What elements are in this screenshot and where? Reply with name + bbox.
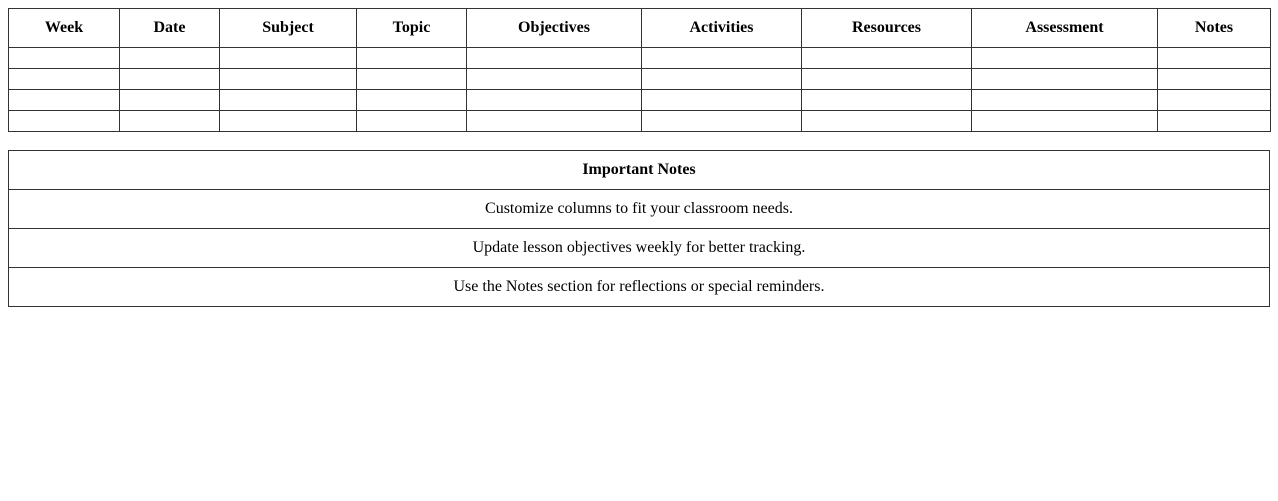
- planner-cell-topic[interactable]: [357, 111, 467, 132]
- planner-cell-objectives[interactable]: [467, 111, 642, 132]
- planner-cell-subject[interactable]: [220, 48, 357, 69]
- column-header-activities: Activities: [642, 9, 802, 48]
- planner-cell-week[interactable]: [9, 48, 120, 69]
- note-row: [9, 190, 1270, 229]
- note-text: Update lesson objectives weekly for better tracking.: [9, 229, 1270, 268]
- column-header-objectives: Objectives: [467, 9, 642, 48]
- planner-cell-topic[interactable]: [357, 48, 467, 69]
- planner-cell-assessment[interactable]: [972, 69, 1158, 90]
- planner-header-row: [9, 9, 1271, 48]
- planner-cell-subject[interactable]: [220, 90, 357, 111]
- planner-cell-objectives[interactable]: [467, 48, 642, 69]
- planner-cell-date[interactable]: [120, 111, 220, 132]
- note-text: Customize columns to fit your classroom needs.: [9, 190, 1270, 229]
- planner-cell-activities[interactable]: [642, 48, 802, 69]
- planner-cell-week[interactable]: [9, 111, 120, 132]
- planner-cell-topic[interactable]: [357, 69, 467, 90]
- planner-cell-assessment[interactable]: [972, 48, 1158, 69]
- column-header-topic: Topic: [357, 9, 467, 48]
- planner-cell-date[interactable]: [120, 69, 220, 90]
- column-header-resources: Resources: [802, 9, 972, 48]
- planner-cell-resources[interactable]: [802, 69, 972, 90]
- planner-cell-activities[interactable]: [642, 69, 802, 90]
- planner-cell-notes[interactable]: [1158, 90, 1271, 111]
- planner-cell-subject[interactable]: [220, 111, 357, 132]
- planner-cell-week[interactable]: [9, 69, 120, 90]
- planner-cell-notes[interactable]: [1158, 69, 1271, 90]
- column-header-notes: Notes: [1158, 9, 1271, 48]
- notes-title-row: [9, 151, 1270, 190]
- planner-cell-notes[interactable]: [1158, 48, 1271, 69]
- planner-cell-activities[interactable]: [642, 111, 802, 132]
- planner-cell-resources[interactable]: [802, 90, 972, 111]
- planner-cell-date[interactable]: [120, 48, 220, 69]
- planner-cell-date[interactable]: [120, 90, 220, 111]
- planner-body: [9, 48, 1271, 132]
- planner-cell-assessment[interactable]: [972, 111, 1158, 132]
- column-header-assessment: Assessment: [972, 9, 1158, 48]
- planner-row: [9, 111, 1271, 132]
- note-text: Use the Notes section for reflections or special reminders.: [9, 268, 1270, 307]
- planner-cell-notes[interactable]: [1158, 111, 1271, 132]
- important-notes-table: [8, 150, 1270, 307]
- planner-row: [9, 90, 1271, 111]
- note-row: [9, 268, 1270, 307]
- column-header-date: Date: [120, 9, 220, 48]
- notes-title: Important Notes: [9, 151, 1270, 190]
- planner-cell-topic[interactable]: [357, 90, 467, 111]
- planner-cell-objectives[interactable]: [467, 69, 642, 90]
- column-header-week: Week: [9, 9, 120, 48]
- planner-cell-resources[interactable]: [802, 48, 972, 69]
- planner-cell-objectives[interactable]: [467, 90, 642, 111]
- planner-row: [9, 69, 1271, 90]
- planner-cell-activities[interactable]: [642, 90, 802, 111]
- planner-cell-assessment[interactable]: [972, 90, 1158, 111]
- column-header-subject: Subject: [220, 9, 357, 48]
- lesson-planner-table: [8, 8, 1271, 132]
- note-row: [9, 229, 1270, 268]
- planner-row: [9, 48, 1271, 69]
- planner-cell-subject[interactable]: [220, 69, 357, 90]
- planner-cell-week[interactable]: [9, 90, 120, 111]
- planner-cell-resources[interactable]: [802, 111, 972, 132]
